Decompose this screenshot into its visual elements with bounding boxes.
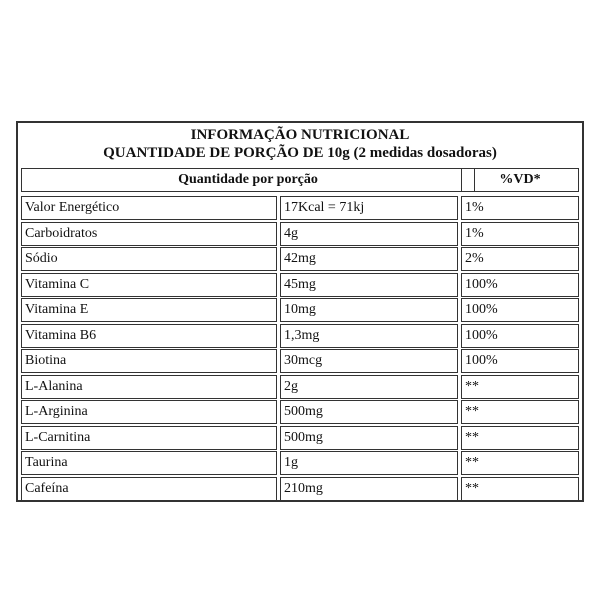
nutrient-amount: 30mcg (280, 349, 458, 373)
nutrient-amount: 500mg (280, 426, 458, 450)
header-vd: %VD* (461, 168, 579, 192)
title-line-2: QUANTIDADE DE PORÇÃO DE 10g (2 medidas dosadoras) (103, 145, 497, 161)
nutrient-name: Valor Energético (21, 196, 277, 220)
nutrition-table (16, 121, 584, 502)
nutrient-name: L-Carnitina (21, 426, 277, 450)
nutrient-name: L-Arginina (21, 400, 277, 424)
nutrient-vd: ** (461, 451, 579, 475)
nutrient-name: Vitamina C (21, 273, 277, 297)
nutrient-vd: 100% (461, 324, 579, 348)
nutrient-amount: 4g (280, 222, 458, 246)
table-title (18, 126, 582, 162)
nutrient-vd: ** (461, 375, 579, 399)
nutrient-vd: ** (461, 426, 579, 450)
nutrient-amount: 42mg (280, 247, 458, 271)
nutrient-name: Biotina (21, 349, 277, 373)
nutrient-name: Sódio (21, 247, 277, 271)
nutrient-amount: 1,3mg (280, 324, 458, 348)
nutrient-name: Vitamina B6 (21, 324, 277, 348)
nutrient-amount: 2g (280, 375, 458, 399)
nutrient-vd: 100% (461, 298, 579, 322)
nutrient-amount: 1g (280, 451, 458, 475)
nutrient-amount: 45mg (280, 273, 458, 297)
nutrient-vd: ** (461, 400, 579, 424)
nutrient-name: Taurina (21, 451, 277, 475)
nutrient-amount: 210mg (280, 477, 458, 501)
nutrient-name: Cafeína (21, 477, 277, 501)
nutrient-amount: 17Kcal = 71kj (280, 196, 458, 220)
nutrient-vd: 100% (461, 273, 579, 297)
nutrient-vd: 1% (461, 196, 579, 220)
nutrient-vd: 1% (461, 222, 579, 246)
nutrient-vd: ** (461, 477, 579, 501)
header-quantity: Quantidade por porção (21, 168, 475, 192)
nutrient-name: L-Alanina (21, 375, 277, 399)
nutrient-name: Vitamina E (21, 298, 277, 322)
nutrient-name: Carboidratos (21, 222, 277, 246)
nutrient-amount: 500mg (280, 400, 458, 424)
nutrient-vd: 100% (461, 349, 579, 373)
title-line-1: INFORMAÇÃO NUTRICIONAL (190, 127, 410, 143)
nutrient-amount: 10mg (280, 298, 458, 322)
nutrient-vd: 2% (461, 247, 579, 271)
